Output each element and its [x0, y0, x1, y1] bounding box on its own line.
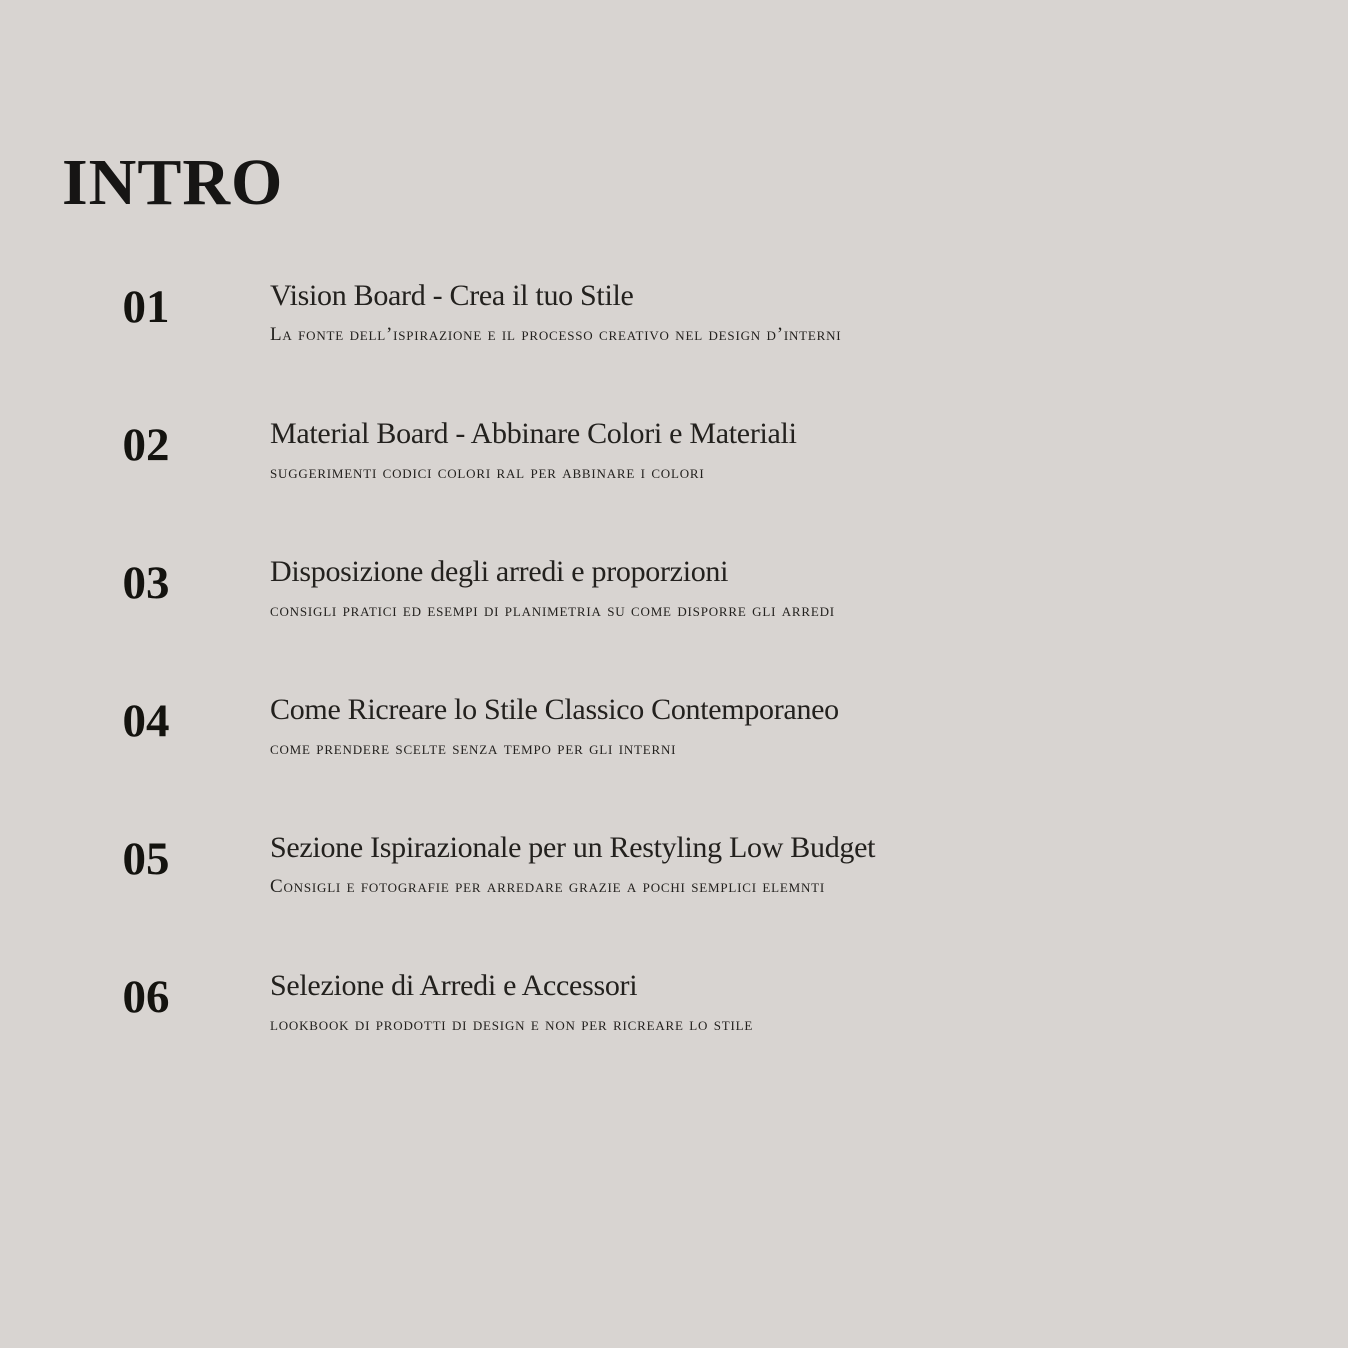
- toc-item-title: Come Ricreare lo Stile Classico Contemporaneo: [270, 693, 839, 726]
- toc-item-number: 01: [122, 281, 170, 333]
- toc-item-subtitle: consigli pratici ed esempi di planimetria su come disporre gli arredi: [270, 600, 835, 621]
- toc-item-01: [0, 276, 1348, 414]
- toc-item-subtitle: suggerimenti codici colori ral per abbinare i colori: [270, 462, 705, 483]
- toc-item-02: [0, 414, 1348, 552]
- toc-item-title: Vision Board - Crea il tuo Stile: [270, 279, 634, 312]
- toc-item-03: [0, 552, 1348, 690]
- toc-item-text: [270, 690, 1348, 760]
- toc-item-text: [270, 552, 1348, 622]
- toc-item-05: [0, 828, 1348, 966]
- toc-item-text: [270, 828, 1348, 898]
- toc-item-subtitle: come prendere scelte senza tempo per gli interni: [270, 738, 677, 759]
- page-title: INTRO: [62, 146, 284, 220]
- toc-item-subtitle: Consigli e fotografie per arredare grazie a pochi semplici elemnti: [270, 876, 826, 897]
- toc-item-number: 06: [122, 971, 170, 1023]
- toc-item-title: Disposizione degli arredi e proporzioni: [270, 555, 729, 588]
- toc-item-number: 03: [122, 557, 170, 609]
- toc-item-text: [270, 966, 1348, 1036]
- toc-item-number: 02: [122, 419, 170, 471]
- toc-item-04: [0, 690, 1348, 828]
- toc-item-text: [270, 414, 1348, 484]
- table-of-contents: [0, 276, 1348, 1104]
- toc-item-number: 04: [122, 695, 170, 747]
- toc-item-title: Sezione Ispirazionale per un Restyling Low Budget: [270, 831, 876, 864]
- toc-item-title: Selezione di Arredi e Accessori: [270, 969, 638, 1002]
- toc-item-06: [0, 966, 1348, 1104]
- toc-item-text: [270, 276, 1348, 346]
- toc-item-subtitle: lookbook di prodotti di design e non per ricreare lo stile: [270, 1014, 754, 1035]
- toc-item-subtitle: La fonte dell’ispirazione e il processo creativo nel design d’interni: [270, 324, 842, 345]
- toc-item-title: Material Board - Abbinare Colori e Materiali: [270, 417, 797, 450]
- toc-item-number: 05: [122, 833, 170, 885]
